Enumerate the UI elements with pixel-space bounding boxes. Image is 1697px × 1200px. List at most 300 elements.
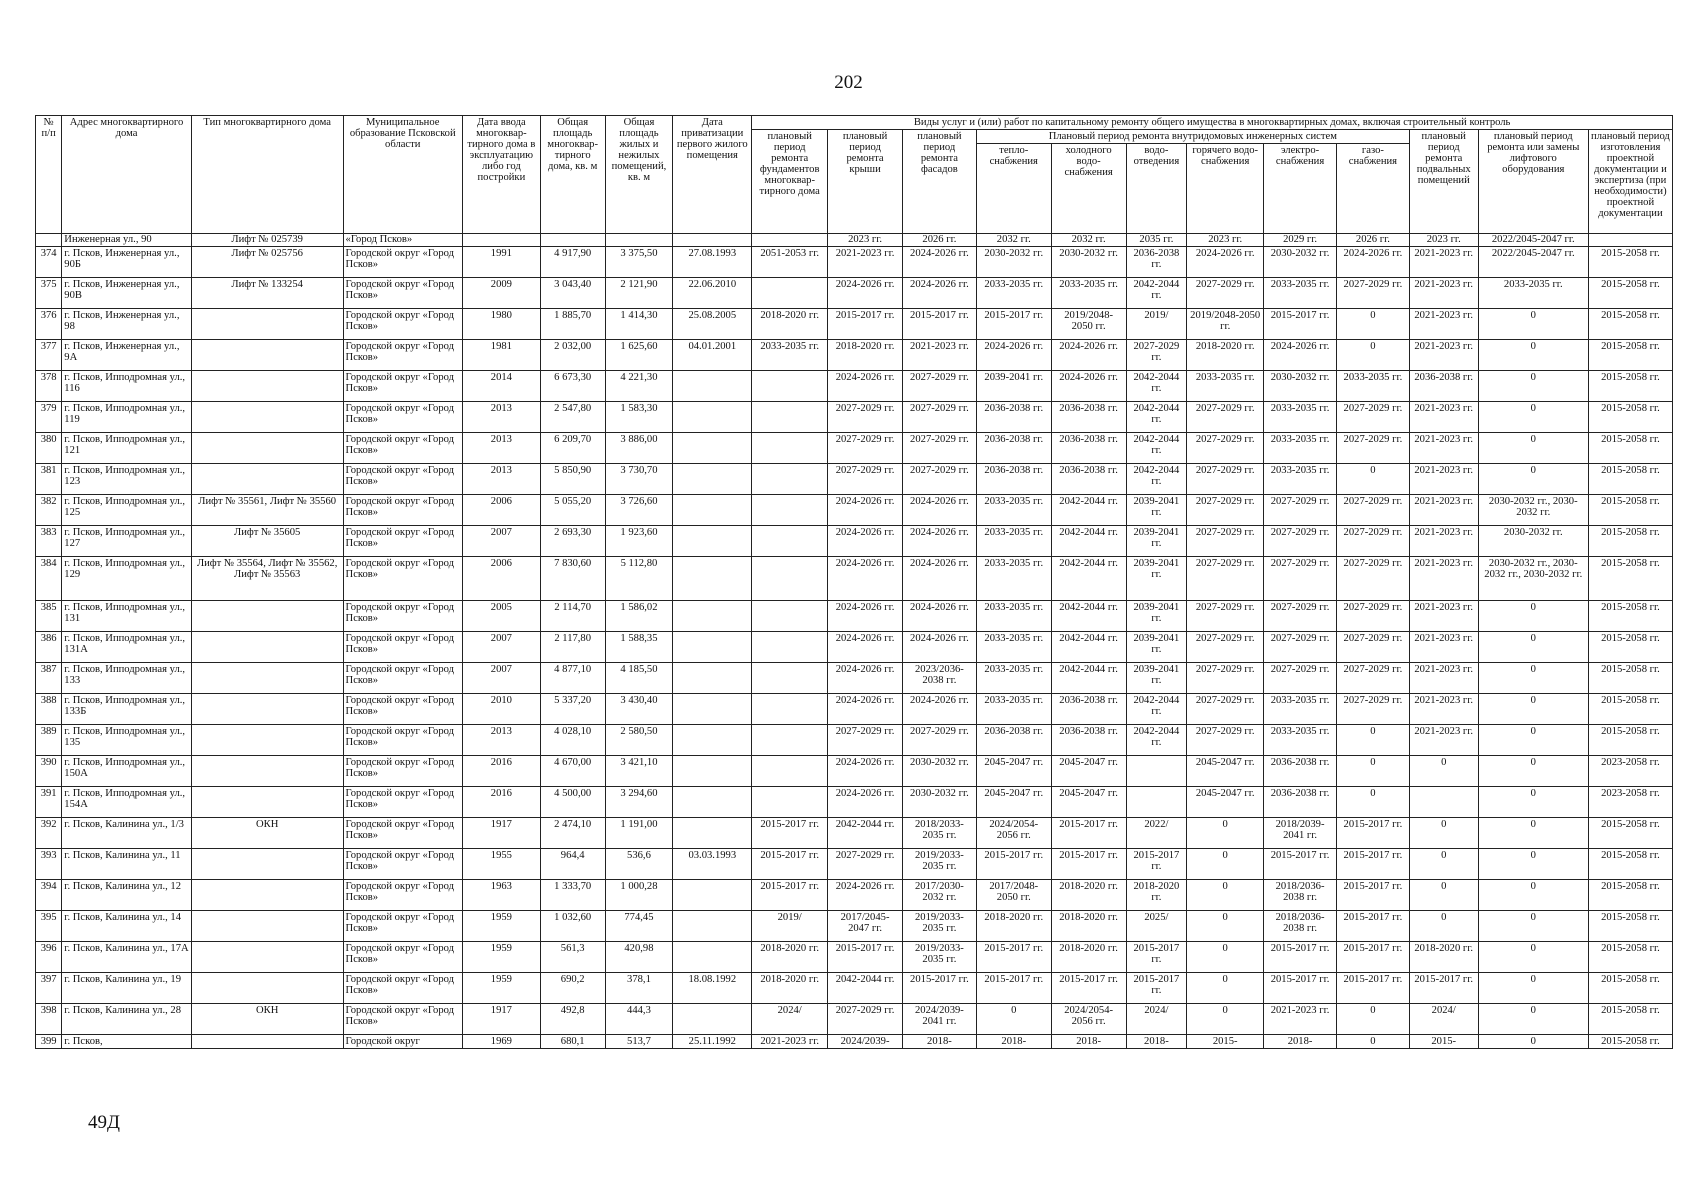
table-cell: 0	[1187, 849, 1264, 880]
header-sewer: водо-отведения	[1126, 144, 1187, 234]
table-row	[36, 278, 1673, 309]
table-cell: 0	[1336, 725, 1409, 756]
table-cell: 2027-2029 гг.	[1187, 632, 1264, 663]
table-cell: 2015-2058 гг.	[1588, 1035, 1672, 1049]
table-cell	[191, 601, 343, 632]
table-cell: г. Псков, Инженерная ул., 90Б	[62, 247, 192, 278]
table-cell: 2015-2058 гг.	[1588, 973, 1672, 1004]
table-cell: 2033-2035 гг.	[1264, 464, 1337, 495]
table-cell: ОКН	[191, 818, 343, 849]
table-cell: 382	[36, 495, 62, 526]
table-cell: 0	[1187, 942, 1264, 973]
table-cell: Лифт № 025739	[191, 234, 343, 247]
table-cell: г. Псков, Ипподромная ул., 125	[62, 495, 192, 526]
table-cell: 2042-2044 гг.	[1126, 433, 1187, 464]
table-cell: 420,98	[605, 942, 673, 973]
header-total-area: Общая площадь многоквар-тирного дома, кв. м	[540, 116, 605, 234]
table-cell: 399	[36, 1035, 62, 1049]
table-cell: 2014	[462, 371, 540, 402]
table-cell: г. Псков, Ипподромная ул., 154А	[62, 787, 192, 818]
table-cell	[191, 942, 343, 973]
table-cell: 2023 гг.	[1409, 234, 1478, 247]
table-cell: 2015-2017 гг.	[828, 309, 903, 340]
table-cell: 2024-2026 гг.	[828, 495, 903, 526]
table-cell: 2027-2029 гг.	[902, 371, 976, 402]
table-cell: 0	[1478, 725, 1588, 756]
table-cell: 0	[1187, 911, 1264, 942]
table-cell: 2015-2017 гг.	[752, 880, 828, 911]
table-cell: 2033-2035 гг.	[976, 557, 1051, 601]
table-cell: 2017/2030-2032 гг.	[902, 880, 976, 911]
table-cell	[752, 694, 828, 725]
table-cell: Лифт № 35564, Лифт № 35562, Лифт № 35563	[191, 557, 343, 601]
table-cell: 1 414,30	[605, 309, 673, 340]
table-cell: Городской округ «Город Псков»	[343, 725, 462, 756]
table-cell: г. Псков, Ипподромная ул., 133Б	[62, 694, 192, 725]
table-cell: 2045-2047 гг.	[976, 756, 1051, 787]
table-cell: 2015-2017 гг.	[1051, 818, 1126, 849]
table-cell: г. Псков, Ипподромная ул., 150А	[62, 756, 192, 787]
table-cell: 2023 гг.	[828, 234, 903, 247]
table-cell: 2036-2038 гг.	[1409, 371, 1478, 402]
table-cell: Городской округ «Город Псков»	[343, 433, 462, 464]
table-cell: 2013	[462, 464, 540, 495]
table-cell: г. Псков, Ипподромная ул., 129	[62, 557, 192, 601]
table-cell: 2018/2036-2038 гг.	[1264, 911, 1337, 942]
table-cell: 1 000,28	[605, 880, 673, 911]
table-cell	[191, 756, 343, 787]
table-cell: 2027-2029 гг.	[1187, 464, 1264, 495]
table-cell: 2035 гг.	[1126, 234, 1187, 247]
table-cell: 2015-2017 гг.	[1409, 973, 1478, 1004]
table-cell: 2015-2017 гг.	[1264, 942, 1337, 973]
table-cell: г. Псков, Ипподромная ул., 119	[62, 402, 192, 433]
table-cell: 2010	[462, 694, 540, 725]
table-cell: 2024/2039-2041 гг.	[902, 1004, 976, 1035]
table-cell: 2024-2026 гг.	[828, 694, 903, 725]
table-cell: 384	[36, 557, 62, 601]
table-cell: 0	[1478, 849, 1588, 880]
table-cell	[752, 725, 828, 756]
table-row	[36, 818, 1673, 849]
table-cell: 2033-2035 гг.	[976, 278, 1051, 309]
table-cell: 2018-	[1264, 1035, 1337, 1049]
table-cell: 2015-2058 гг.	[1588, 309, 1672, 340]
table-cell: 2019/2048-2050 гг.	[1187, 309, 1264, 340]
table-cell: 0	[1478, 911, 1588, 942]
table-cell	[36, 234, 62, 247]
table-cell: 2042-2044 гг.	[1051, 495, 1126, 526]
table-row	[36, 787, 1673, 818]
table-cell: 2042-2044 гг.	[1126, 464, 1187, 495]
table-cell: 5 850,90	[540, 464, 605, 495]
table-cell: 2036-2038 гг.	[1051, 402, 1126, 433]
table-cell: 2015-2058 гг.	[1588, 601, 1672, 632]
table-cell: 2027-2029 гг.	[1336, 694, 1409, 725]
table-cell	[191, 464, 343, 495]
table-cell: 2030-2032 гг.	[1478, 526, 1588, 557]
table-cell: 2021-2023 гг.	[1409, 309, 1478, 340]
table-cell: 2015-2058 гг.	[1588, 818, 1672, 849]
table-cell: 6 209,70	[540, 433, 605, 464]
table-cell: 2039-2041 гг.	[1126, 663, 1187, 694]
table-cell: 3 730,70	[605, 464, 673, 495]
table-row	[36, 942, 1673, 973]
table-cell: 383	[36, 526, 62, 557]
table-cell: 2019/2033-2035 гг.	[902, 849, 976, 880]
table-cell: г. Псков, Калинина ул., 28	[62, 1004, 192, 1035]
table-cell: 0	[1478, 663, 1588, 694]
table-cell: 2021-2023 гг.	[1409, 402, 1478, 433]
table-cell	[191, 663, 343, 694]
table-cell: Городской округ «Город Псков»	[343, 278, 462, 309]
table-cell: 2021-2023 гг.	[1409, 340, 1478, 371]
table-cell: 2015-2058 гг.	[1588, 911, 1672, 942]
table-cell: 2042-2044 гг.	[828, 973, 903, 1004]
table-cell: 2033-2035 гг.	[1264, 402, 1337, 433]
header-num: № п/п	[36, 116, 62, 234]
table-cell: 2017/2048-2050 гг.	[976, 880, 1051, 911]
table-row	[36, 756, 1673, 787]
table-cell: 2015-2058 гг.	[1588, 632, 1672, 663]
table-cell: 2024-2026 гг.	[828, 526, 903, 557]
table-cell	[191, 433, 343, 464]
table-cell: 1 583,30	[605, 402, 673, 433]
table-cell: Городской округ «Город Псков»	[343, 756, 462, 787]
table-cell: 2007	[462, 663, 540, 694]
table-cell: г. Псков, Калинина ул., 19	[62, 973, 192, 1004]
table-cell: 2027-2029 гг.	[828, 725, 903, 756]
table-cell: 2033-2035 гг.	[976, 601, 1051, 632]
table-cell: 2024-2026 гг.	[828, 880, 903, 911]
table-cell: 2015-2017 гг.	[976, 973, 1051, 1004]
table-cell: Городской округ «Город Псков»	[343, 973, 462, 1004]
table-cell: 0	[1478, 601, 1588, 632]
table-cell: 2024-2026 гг.	[1336, 247, 1409, 278]
table-cell: Городской округ «Город Псков»	[343, 557, 462, 601]
table-cell: 2021-2023 гг.	[1409, 247, 1478, 278]
table-cell: 444,3	[605, 1004, 673, 1035]
table-cell: 2015-2058 гг.	[1588, 526, 1672, 557]
table-cell	[191, 880, 343, 911]
table-cell: Городской округ «Город Псков»	[343, 911, 462, 942]
table-cell: Городской округ «Город Псков»	[343, 818, 462, 849]
table-cell: 2015-2017 гг.	[1336, 880, 1409, 911]
table-cell	[540, 234, 605, 247]
table-cell: 0	[1336, 787, 1409, 818]
table-cell: 2033-2035 гг.	[752, 340, 828, 371]
table-cell: 25.08.2005	[673, 309, 752, 340]
table-cell: Городской округ «Город Псков»	[343, 464, 462, 495]
table-cell: 0	[1187, 880, 1264, 911]
table-row	[36, 495, 1673, 526]
table-cell: г. Псков, Инженерная ул., 90В	[62, 278, 192, 309]
table-cell: Городской округ «Город Псков»	[343, 495, 462, 526]
table-cell: 2042-2044 гг.	[1051, 632, 1126, 663]
table-cell: 0	[1336, 464, 1409, 495]
table-cell	[673, 601, 752, 632]
table-cell: 375	[36, 278, 62, 309]
table-cell: 0	[1409, 849, 1478, 880]
table-cell: г. Псков, Инженерная ул., 9А	[62, 340, 192, 371]
table-cell	[752, 278, 828, 309]
table-cell	[673, 557, 752, 601]
table-cell: 0	[1336, 1004, 1409, 1035]
table-cell: 2017/2045-2047 гг.	[828, 911, 903, 942]
table-cell: 2027-2029 гг.	[1187, 495, 1264, 526]
table-cell: Городской округ «Город Псков»	[343, 402, 462, 433]
table-cell: 1 588,35	[605, 632, 673, 663]
table-cell: 2021-2023 гг.	[1409, 278, 1478, 309]
table-cell: г. Псков, Ипподромная ул., 135	[62, 725, 192, 756]
table-cell	[191, 1035, 343, 1049]
table-cell	[752, 787, 828, 818]
table-cell: 2039-2041 гг.	[1126, 557, 1187, 601]
table-cell: 2036-2038 гг.	[1051, 694, 1126, 725]
table-cell: Городской округ «Город Псков»	[343, 1004, 462, 1035]
table-cell: Городской округ «Город Псков»	[343, 787, 462, 818]
table-cell: 1959	[462, 942, 540, 973]
table-cell: 2015-2017 гг.	[752, 818, 828, 849]
table-cell: 2018-2020 гг.	[752, 973, 828, 1004]
table-cell: 2015-2017 гг.	[1264, 973, 1337, 1004]
table-cell: 0	[1478, 787, 1588, 818]
table-cell: 2015-2017 гг.	[902, 973, 976, 1004]
table-cell: 2 114,70	[540, 601, 605, 632]
table-cell: 2027-2029 гг.	[902, 402, 976, 433]
table-cell: 2036-2038 гг.	[1051, 433, 1126, 464]
table-cell: 2042-2044 гг.	[1051, 601, 1126, 632]
table-cell: 2 117,80	[540, 632, 605, 663]
table-cell: 2015-2017 гг.	[1126, 942, 1187, 973]
table-cell: 2024-2026 гг.	[828, 756, 903, 787]
table-cell: 0	[976, 1004, 1051, 1035]
table-cell: г. Псков,	[62, 1035, 192, 1049]
table-cell: 0	[1478, 402, 1588, 433]
table-cell: 2024-2026 гг.	[902, 247, 976, 278]
table-cell: 2023 гг.	[1187, 234, 1264, 247]
table-cell	[673, 402, 752, 433]
table-cell: 395	[36, 911, 62, 942]
table-cell: Городской округ «Город Псков»	[343, 371, 462, 402]
table-cell: 396	[36, 942, 62, 973]
table-cell: 3 726,60	[605, 495, 673, 526]
table-row	[36, 247, 1673, 278]
table-cell: 2033-2035 гг.	[1264, 433, 1337, 464]
table-cell: 2025/	[1126, 911, 1187, 942]
table-cell	[191, 402, 343, 433]
table-cell: 2015-2058 гг.	[1588, 247, 1672, 278]
table-cell: 2015-2017 гг.	[1051, 849, 1126, 880]
table-cell	[191, 725, 343, 756]
table-cell: 2027-2029 гг.	[1264, 526, 1337, 557]
table-cell: 2013	[462, 402, 540, 433]
table-cell	[673, 663, 752, 694]
table-cell: г. Псков, Инженерная ул., 98	[62, 309, 192, 340]
table-cell: 2018-	[1051, 1035, 1126, 1049]
table-cell: 2030-2032 гг.	[902, 787, 976, 818]
table-cell: 393	[36, 849, 62, 880]
table-cell	[673, 756, 752, 787]
table-cell: 690,2	[540, 973, 605, 1004]
table-cell: 2015-2058 гг.	[1588, 340, 1672, 371]
table-cell: 2022/2045-2047 гг.	[1478, 234, 1588, 247]
table-cell: 2030-2032 гг., 2030-2032 гг., 2030-2032 гг.	[1478, 557, 1588, 601]
table-row	[36, 725, 1673, 756]
table-cell: 2023-2058 гг.	[1588, 787, 1672, 818]
table-cell: 25.11.1992	[673, 1035, 752, 1049]
table-cell	[191, 787, 343, 818]
table-row	[36, 601, 1673, 632]
table-cell: 2033-2035 гг.	[1051, 278, 1126, 309]
table-cell	[673, 1004, 752, 1035]
table-cell: 536,6	[605, 849, 673, 880]
table-cell: Городской округ «Город Псков»	[343, 247, 462, 278]
table-cell: 2027-2029 гг.	[1336, 278, 1409, 309]
table-row	[36, 340, 1673, 371]
table-cell: 2039-2041 гг.	[1126, 632, 1187, 663]
table-cell: 0	[1478, 756, 1588, 787]
table-cell: 2030-2032 гг., 2030-2032 гг.	[1478, 495, 1588, 526]
header-address: Адрес многоквартирного дома	[62, 116, 192, 234]
table-cell: 2027-2029 гг.	[1336, 433, 1409, 464]
table-cell: 2024/2054-2056 гг.	[976, 818, 1051, 849]
table-cell: 0	[1336, 756, 1409, 787]
table-cell: 0	[1478, 1035, 1588, 1049]
table-cell: 2024-2026 гг.	[828, 632, 903, 663]
table-cell: 2042-2044 гг.	[828, 818, 903, 849]
table-cell: 2015-	[1187, 1035, 1264, 1049]
table-cell: 2027-2029 гг.	[1187, 526, 1264, 557]
table-cell	[673, 526, 752, 557]
table-cell: 388	[36, 694, 62, 725]
table-cell	[673, 880, 752, 911]
table-cell: 2039-2041 гг.	[976, 371, 1051, 402]
header-municipality: Муниципальное образование Псковской области	[343, 116, 462, 234]
table-cell: 3 294,60	[605, 787, 673, 818]
table-cell: 4 185,50	[605, 663, 673, 694]
header-basement: плановый период ремонта подвальных помещений	[1409, 130, 1478, 234]
table-cell	[605, 234, 673, 247]
table-cell: 2019/2033-2035 гг.	[902, 911, 976, 942]
table-cell: 2027-2029 гг.	[828, 402, 903, 433]
header-elevator: плановый период ремонта или замены лифтового оборудования	[1478, 130, 1588, 234]
table-cell: 2033-2035 гг.	[1264, 725, 1337, 756]
table-cell: г. Псков, Калинина ул., 1/3	[62, 818, 192, 849]
table-cell: 0	[1478, 433, 1588, 464]
table-cell: 2021-2023 гг.	[1409, 495, 1478, 526]
table-cell: 2024-2026 гг.	[1264, 340, 1337, 371]
table-cell: 2021-2023 гг.	[1409, 694, 1478, 725]
table-row	[36, 694, 1673, 725]
table-cell: 2018-	[976, 1035, 1051, 1049]
table-cell: 2015-2017 гг.	[1126, 849, 1187, 880]
table-cell: 2015-2017 гг.	[752, 849, 828, 880]
table-cell: 2024-2026 гг.	[902, 601, 976, 632]
table-cell: 377	[36, 340, 62, 371]
table-cell: 0	[1478, 880, 1588, 911]
table-cell: 2018-2020 гг.	[752, 942, 828, 973]
table-cell: 2045-2047 гг.	[976, 787, 1051, 818]
table-cell: 2006	[462, 495, 540, 526]
table-cell: 2032 гг.	[976, 234, 1051, 247]
table-cell: 2015-2058 гг.	[1588, 694, 1672, 725]
table-cell: 2015-2017 гг.	[976, 942, 1051, 973]
table-cell: 2029 гг.	[1264, 234, 1337, 247]
table-cell	[191, 309, 343, 340]
table-cell: 2 032,00	[540, 340, 605, 371]
table-cell: 2019/2033-2035 гг.	[902, 942, 976, 973]
table-cell: 2015-2058 гг.	[1588, 464, 1672, 495]
table-cell: 2007	[462, 632, 540, 663]
table-cell: 2026 гг.	[1336, 234, 1409, 247]
table-cell: 2016	[462, 756, 540, 787]
table-cell: 391	[36, 787, 62, 818]
table-row	[36, 526, 1673, 557]
table-cell	[752, 495, 828, 526]
table-cell: 0	[1409, 756, 1478, 787]
table-cell: 492,8	[540, 1004, 605, 1035]
table-cell	[752, 601, 828, 632]
table-cell	[191, 973, 343, 1004]
table-cell: 2024-2026 гг.	[1051, 340, 1126, 371]
table-cell: 2021-2023 гг.	[1409, 601, 1478, 632]
table-cell: 2030-2032 гг.	[1264, 371, 1337, 402]
table-cell: Городской округ «Город Псков»	[343, 632, 462, 663]
table-cell: 2027-2029 гг.	[1187, 663, 1264, 694]
table-cell: 2030-2032 гг.	[976, 247, 1051, 278]
table-cell: 2015-2017 гг.	[976, 309, 1051, 340]
table-cell: 2015-2017 гг.	[1336, 849, 1409, 880]
table-cell	[752, 371, 828, 402]
table-cell: 0	[1478, 340, 1588, 371]
table-cell	[673, 911, 752, 942]
table-cell: 2021-2023 гг.	[828, 247, 903, 278]
table-cell: 2030-2032 гг.	[902, 756, 976, 787]
header-engineering-systems: Плановый период ремонта внутридомовых инженерных систем	[976, 130, 1409, 144]
table-cell: г. Псков, Калинина ул., 11	[62, 849, 192, 880]
table-cell: 2015-2017 гг.	[1051, 973, 1126, 1004]
table-cell: 2027-2029 гг.	[1264, 495, 1337, 526]
table-cell: 774,45	[605, 911, 673, 942]
table-cell: 386	[36, 632, 62, 663]
table-cell: 2042-2044 гг.	[1126, 371, 1187, 402]
table-cell: 0	[1478, 371, 1588, 402]
table-cell: 0	[1409, 880, 1478, 911]
table-cell: 2042-2044 гг.	[1126, 725, 1187, 756]
table-cell: 2036-2038 гг.	[976, 433, 1051, 464]
table-cell: 2027-2029 гг.	[1264, 632, 1337, 663]
table-cell: 398	[36, 1004, 62, 1035]
table-cell: 2042-2044 гг.	[1051, 663, 1126, 694]
table-cell: 2036-2038 гг.	[976, 402, 1051, 433]
table-cell: 2018-2020 гг.	[1126, 880, 1187, 911]
table-cell: 378,1	[605, 973, 673, 1004]
table-cell: Городской округ «Город Псков»	[343, 526, 462, 557]
table-cell: 2036-2038 гг.	[1264, 756, 1337, 787]
table-cell: 2015-2058 гг.	[1588, 433, 1672, 464]
table-cell: 390	[36, 756, 62, 787]
header-gas: газо-снабжения	[1336, 144, 1409, 234]
table-cell: Лифт № 133254	[191, 278, 343, 309]
table-cell: 2027-2029 гг.	[1264, 663, 1337, 694]
table-cell	[752, 464, 828, 495]
table-cell: 379	[36, 402, 62, 433]
table-cell: 2027-2029 гг.	[1264, 557, 1337, 601]
table-cell: 1955	[462, 849, 540, 880]
table-cell: 2021-2023 гг.	[1409, 663, 1478, 694]
table-cell: 394	[36, 880, 62, 911]
